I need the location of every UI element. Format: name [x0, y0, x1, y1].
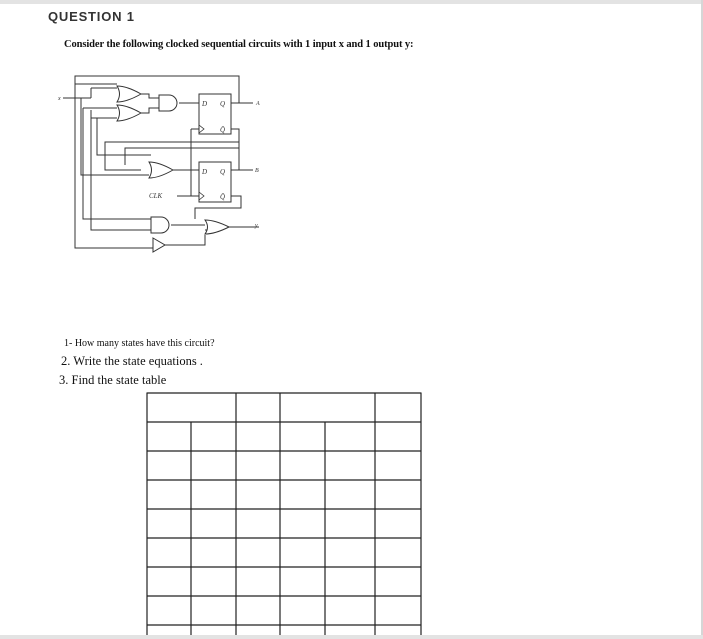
clk-label: CLK: [149, 192, 163, 200]
and-gate: [159, 95, 177, 111]
ffa-qbar-label: Q̄: [220, 126, 226, 134]
output-y-label: y: [255, 223, 258, 229]
or-gate: [117, 86, 141, 102]
ffa-q-label: Q: [220, 100, 226, 108]
ffb-d-label: D: [202, 168, 208, 176]
ffb-qbar-label: Q̄: [220, 193, 226, 201]
question-prompt: Consider the following clocked sequential circuits with 1 input x and 1 output y:: [64, 39, 414, 50]
ffb-output-label: B: [255, 168, 259, 174]
ffa-output-label: A: [256, 101, 260, 107]
question-title: QUESTION 1: [48, 9, 135, 24]
not-gate: [153, 238, 165, 252]
input-x-label: x: [58, 96, 61, 102]
question-item-1: 1- How many states have this circuit?: [64, 338, 215, 349]
or-gate: [205, 220, 229, 234]
top-border: [0, 0, 703, 4]
state-table-grid: [146, 392, 424, 635]
circuit-diagram: [55, 70, 270, 255]
or-gate: [149, 162, 173, 178]
or-gate: [117, 105, 141, 121]
ffa-d-label: D: [202, 100, 208, 108]
ffb-q-label: Q: [220, 168, 226, 176]
question-item-3: 3. Find the state table: [59, 373, 167, 387]
question-item-2: 2. Write the state equations .: [61, 354, 203, 368]
and-gate: [151, 217, 169, 233]
bottom-border: [0, 635, 703, 639]
